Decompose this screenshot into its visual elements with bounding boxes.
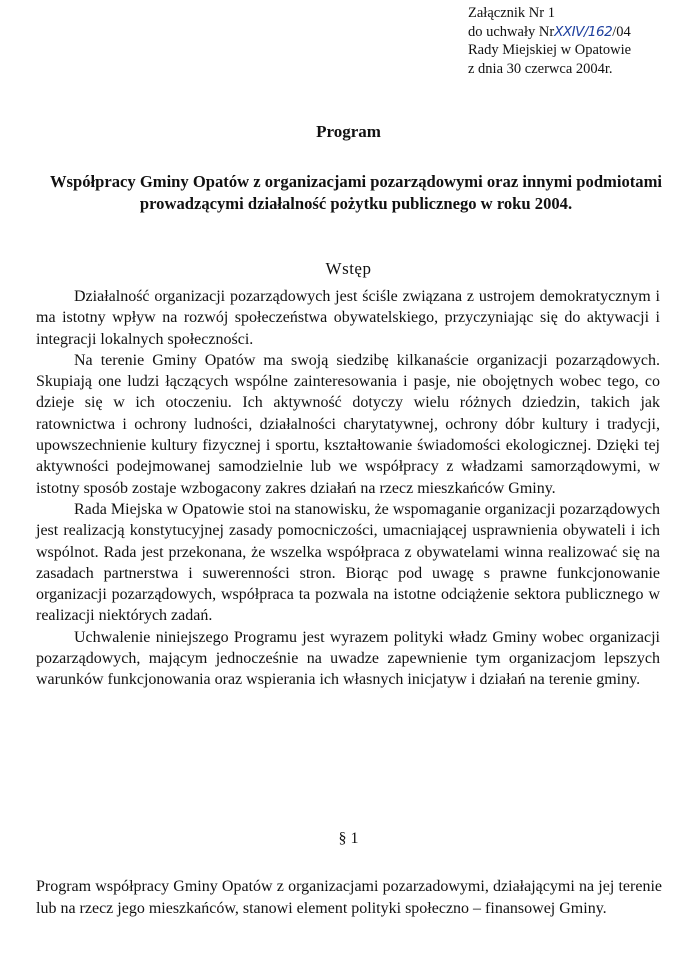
attachment-line-4: z dnia 30 czerwca 2004r. <box>468 60 613 77</box>
intro-body <box>36 286 660 691</box>
attachment-line-3: Rady Miejskiej w Opatowie <box>468 42 632 58</box>
paragraph: Uchwalenie niniejszego Programu jest wyrazem polityki władz Gminy wobec organizacji pozarządowych, mającym jednocześnie na uwadze zapewnienie tym organizacjom lepszych warunków funkcjonowania oraz wspierania ich własnych inicjatyw i działań na terenie gminy. <box>36 628 660 689</box>
resolution-prefix: do uchwały Nr <box>468 23 555 40</box>
paragraph: Działalność organizacji pozarządowych jest ściśle związana z ustrojem demokratycznym i ma istotny wpływ na rozwój społeczeństwa obywatelskiego, przyczyniając się do aktywacji i integracji lokalnych społeczności. <box>36 288 660 348</box>
attachment-line-2 <box>468 23 631 42</box>
handwritten-resolution-number: XXIV/162 <box>554 23 613 40</box>
section-sign: § 1 <box>338 830 359 847</box>
document-title: Współpracy Gminy Opatów z organizacjami pozarządowymi oraz innymi podmiotami prowadzącymi działalność pożytku publicznego w roku 2004. <box>49 172 663 213</box>
program-heading: Program <box>316 122 381 141</box>
attachment-line-1: Załącznik Nr 1 <box>468 5 555 21</box>
paragraph: Rada Miejska w Opatowie stoi na stanowisku, że wspomaganie organizacji pozarządowych jest realizacją konstytucyjnej zasady pomocniczości, umacniającej usprawnienia obywateli i ich wspólnot. Rada jest przekonana, że wszelka współpraca z obywatelami winna realizować się na zasadach partnerstwa i suwerenności stron. Biorąc pod uwagę s prawne funkcjonowanie organizacji pozarządowych, współpraca ta pozwala na istotne odciążenie sektora publicznego w realizacji niektórych zadań. <box>36 500 660 625</box>
section-1-text: Program współpracy Gminy Opatów z organizacjami pozarzadowymi, działającymi na jej terenie lub na rzecz jego mieszkańców, stanowi element polityki społeczno – finansowej Gminy. <box>36 878 662 917</box>
paragraph: Na terenie Gminy Opatów ma swoją siedzibę kilkanaście organizacji pozarządowych. Skupiają one ludzi łączących wspólne zainteresowania i pasje, nie obojętnych wobec tego, co dzieje się w ich otoczeniu. Ich aktywność dotyczy wielu różnych dziedzin, takich jak ratownictwa i ochrony ludności, działalności charytatywnej, ochrony dóbr kultury i tradycji, upowszechnienie kultury fizycznej i sportu, kształtowanie świadomości ekologicznej. Dzięki tej aktywności podejmowanej samodzielnie lub we współpracy z władzami samorządowymi, w istotny sposób zostaje wzbogacony zakres działań na rzecz mieszkańców Gminy. <box>36 351 660 497</box>
section-1-body <box>36 876 662 919</box>
attachment-header <box>468 4 631 78</box>
resolution-suffix: /04 <box>612 23 631 40</box>
intro-heading: Wstęp <box>325 259 372 278</box>
